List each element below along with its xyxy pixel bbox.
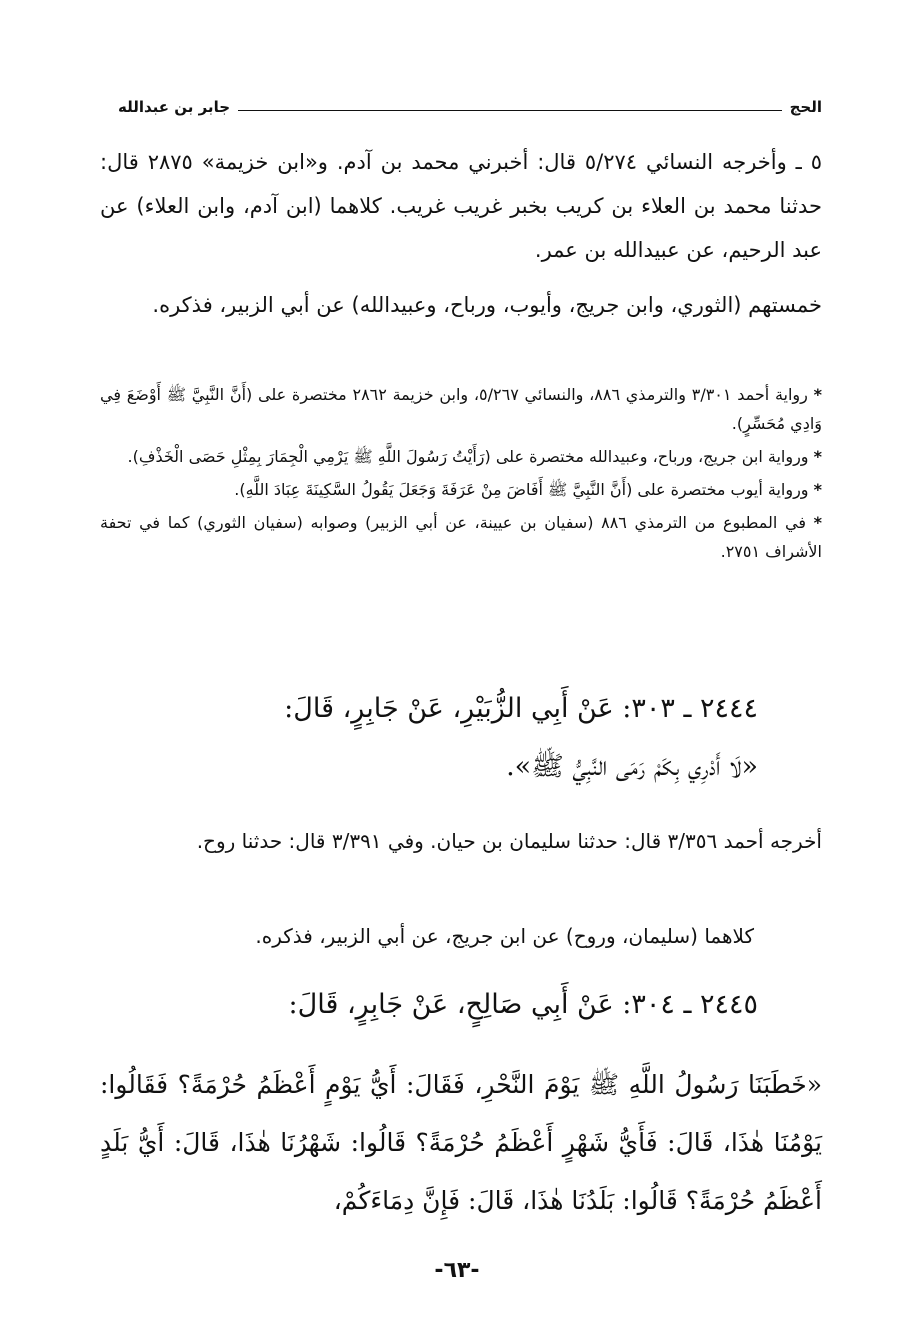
- hadith-2444: [200, 680, 758, 796]
- takhrij-paragraph-4: كلاهما (سليمان، وروح) عن ابن جريج، عن أبي الزبير، فذكره.: [255, 924, 754, 948]
- note-text: في المطبوع من الترمذي ٨٨٦ (سفيان بن عيينة، عن أبي الزبير) وصوابه (سفيان الثوري) كما في تحفة الأشراف ٢٧٥١.: [100, 513, 822, 561]
- note-text: رواية أحمد ٣/٣٠١ والترمذي ٨٨٦، والنسائي ٥/٢٦٧، وابن خزيمة ٢٨٦٢ مختصرة على (أَنَّ النَّبِيَّ ﷺ أَوْضَعَ فِي وَادِي مُحَسِّرٍ).: [100, 385, 822, 433]
- header-chapter-title: الحج: [789, 98, 822, 116]
- note-star-icon: *: [813, 447, 822, 466]
- note-star-icon: *: [813, 385, 822, 404]
- takhrij-paragraph-2: خمستهم (الثوري، وابن جريج، وأيوب، ورباح، وعبيدالله) عن أبي الزبير، فذكره.: [152, 293, 822, 317]
- page-number: -٦٣-: [434, 1258, 480, 1283]
- note-item: [100, 442, 822, 471]
- running-header: [118, 92, 822, 122]
- hadith-2445-text: «خَطَبَنَا رَسُولُ اللَّهِ ﷺ يَوْمَ النَّحْرِ، فَقَالَ: أَيُّ يَوْمٍ أَعْظَمُ حُرْمَةً؟ فَقَالُوا: يَوْمُنَا هٰذَا، قَالَ: فَأَيُّ شَهْرٍ أَعْظَمُ حُرْمَةً؟ قَالُوا: شَهْرُنَا هٰذَا، قَالَ: أَيُّ بَلَدٍ أَعْظَمُ حُرْمَةً؟ قَالُوا: بَلَدُنَا هٰذَا، قَالَ: فَإِنَّ دِمَاءَكُمْ،: [100, 1070, 822, 1215]
- takhrij-paragraph-1: ٥ ـ وأخرجه النسائي ٥/٢٧٤ قال: أخبرني محمد بن آدم. و«ابن خزيمة» ٢٨٧٥ قال: حدثنا محمد بن العلاء بن كريب بخبر غريب غريب. كلاهما (ابن آدم، وابن العلاء) عن عبد الرحيم، عن عبيدالله بن عمر.: [100, 150, 822, 262]
- hadith-2444-heading: ٢٤٤٤ ـ ٣٠٣: عَنْ أَبِي الزُّبَيْرِ، عَنْ جَابِرٍ، قَالَ:: [284, 693, 758, 724]
- notes-section: [100, 380, 822, 570]
- header-section-title: جابر بن عبدالله: [118, 98, 231, 116]
- note-star-icon: *: [813, 513, 822, 532]
- takhrij-paragraph-3: أخرجه أحمد ٣/٣٥٦ قال: حدثنا سليمان بن حيان. وفي ٣/٣٩١ قال: حدثنا روح.: [196, 829, 822, 853]
- hadith-2445-heading: ٢٤٤٥ ـ ٣٠٤: عَنْ أَبِي صَالِحٍ، عَنْ جَابِرٍ، قَالَ:: [288, 989, 758, 1020]
- note-item: [100, 380, 822, 438]
- note-item: [100, 508, 822, 566]
- hadith-2444-text: «لَا أَدْرِي بِكَمْ رَمَى النَّبِيُّ ﷺ».: [506, 751, 758, 782]
- note-text: ورواية ابن جريج، ورباح، وعبيدالله مختصرة على (رَأَيْتُ رَسُولَ اللَّهِ ﷺ يَرْمِي الْجِمَارَ بِمِثْلِ حَصَى الْخَذْفِ).: [127, 447, 809, 466]
- note-star-icon: *: [813, 480, 822, 499]
- note-text: ورواية أيوب مختصرة على (أَنَّ النَّبِيَّ ﷺ أَفَاضَ مِنْ عَرَفَةَ وَجَعَلَ يَقُولُ السَّكِينَةَ عِبَادَ اللَّهِ).: [234, 480, 809, 499]
- header-rule: [238, 110, 782, 111]
- note-item: [100, 475, 822, 504]
